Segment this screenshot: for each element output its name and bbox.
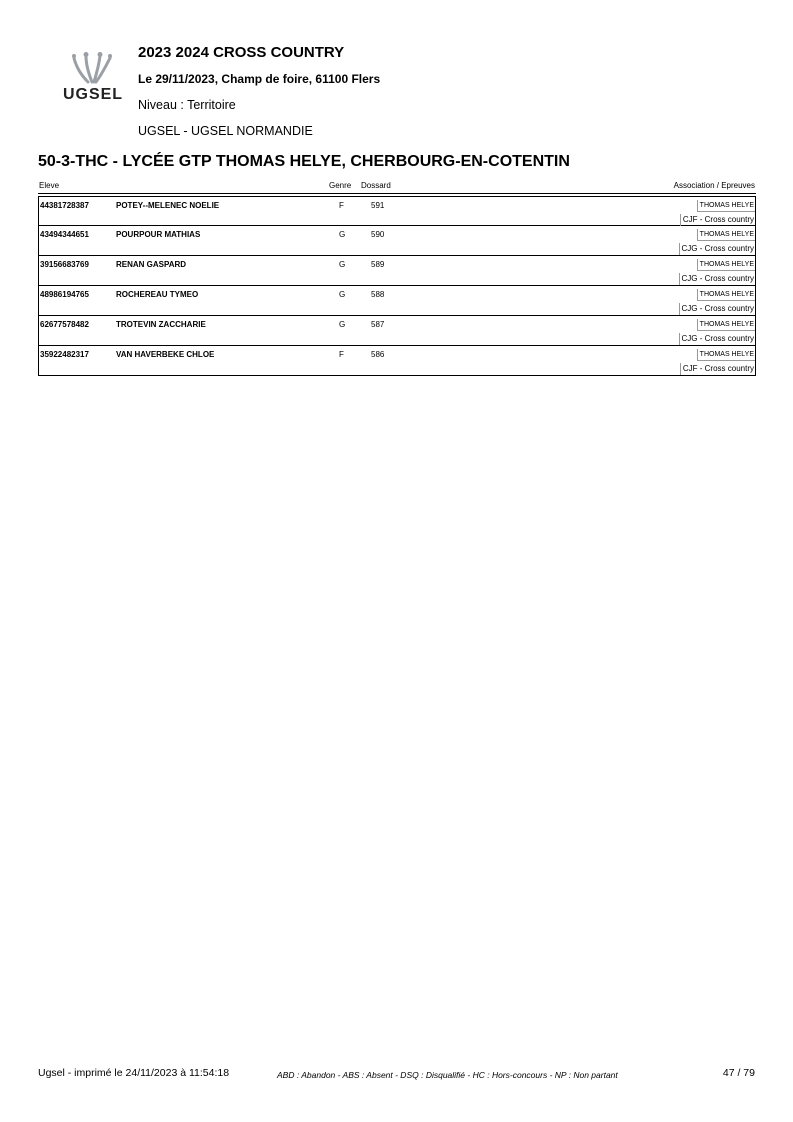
column-eleve: Eleve — [39, 181, 60, 190]
print-timestamp: Ugsel - imprimé le 24/11/2023 à 11:54:18 — [38, 1067, 230, 1079]
student-association: THOMAS HELYE — [697, 289, 755, 301]
student-name: VAN HAVERBEKE CHLOE — [116, 350, 215, 359]
runners-icon — [66, 52, 120, 86]
table-header — [38, 176, 756, 194]
student-genre: G — [339, 320, 346, 329]
student-association: THOMAS HELYE — [697, 229, 755, 241]
student-genre: G — [339, 260, 346, 269]
student-event: CJG - Cross country — [679, 303, 755, 315]
student-genre: F — [339, 201, 344, 210]
column-association: Association / Epreuves — [673, 181, 755, 190]
logo-text: UGSEL — [62, 86, 124, 103]
page-number: 47 / 79 — [722, 1067, 755, 1079]
student-association: THOMAS HELYE — [697, 349, 755, 361]
ugsel-logo — [62, 52, 124, 104]
student-dossard: 588 — [371, 290, 385, 299]
student-genre: F — [339, 350, 344, 359]
student-association: THOMAS HELYE — [697, 319, 755, 331]
student-dossard: 591 — [371, 201, 385, 210]
student-genre: G — [339, 230, 346, 239]
student-dossard: 590 — [371, 230, 385, 239]
table-row — [38, 226, 756, 256]
student-genre: G — [339, 290, 346, 299]
column-genre: Genre — [329, 181, 352, 190]
table-row — [38, 196, 756, 226]
school-title: 50-3-THC - LYCÉE GTP THOMAS HELYE, CHERBOURG-EN-COTENTIN — [38, 153, 570, 170]
student-id: 48986194765 — [40, 290, 89, 299]
student-name: RENAN GASPARD — [116, 260, 187, 269]
student-association: THOMAS HELYE — [697, 200, 755, 212]
status-legend: ABD : Abandon - ABS : Absent - DSQ : Disqualifié - HC : Hors-concours - NP : Non partant — [277, 1070, 618, 1080]
participants-table — [38, 196, 756, 376]
student-id: 62677578482 — [40, 320, 89, 329]
student-event: CJG - Cross country — [679, 243, 755, 255]
student-event: CJG - Cross country — [679, 273, 755, 285]
student-id: 39156683769 — [40, 260, 89, 269]
student-name: POURPOUR MATHIAS — [116, 230, 201, 239]
student-dossard: 586 — [371, 350, 385, 359]
student-name: POTEY--MELENEC NOELIE — [116, 201, 220, 210]
organization: UGSEL - UGSEL NORMANDIE — [138, 124, 313, 138]
column-dossard: Dossard — [361, 181, 391, 190]
student-association: THOMAS HELYE — [697, 259, 755, 271]
student-id: 35922482317 — [40, 350, 89, 359]
student-name: TROTEVIN ZACCHARIE — [116, 320, 206, 329]
table-row — [38, 286, 756, 316]
student-id: 44381728387 — [40, 201, 89, 210]
table-row — [38, 316, 756, 346]
student-dossard: 589 — [371, 260, 385, 269]
page-title: 2023 2024 CROSS COUNTRY — [138, 44, 345, 61]
event-date-location: Le 29/11/2023, Champ de foire, 61100 Flers — [138, 72, 381, 86]
student-event: CJF - Cross country — [680, 214, 755, 226]
student-name: ROCHEREAU TYMEO — [116, 290, 199, 299]
student-event: CJG - Cross country — [679, 333, 755, 345]
table-row — [38, 346, 756, 376]
table-row — [38, 256, 756, 286]
student-dossard: 587 — [371, 320, 385, 329]
student-id: 43494344651 — [40, 230, 89, 239]
event-level: Niveau : Territoire — [138, 98, 236, 112]
student-event: CJF - Cross country — [680, 363, 755, 375]
